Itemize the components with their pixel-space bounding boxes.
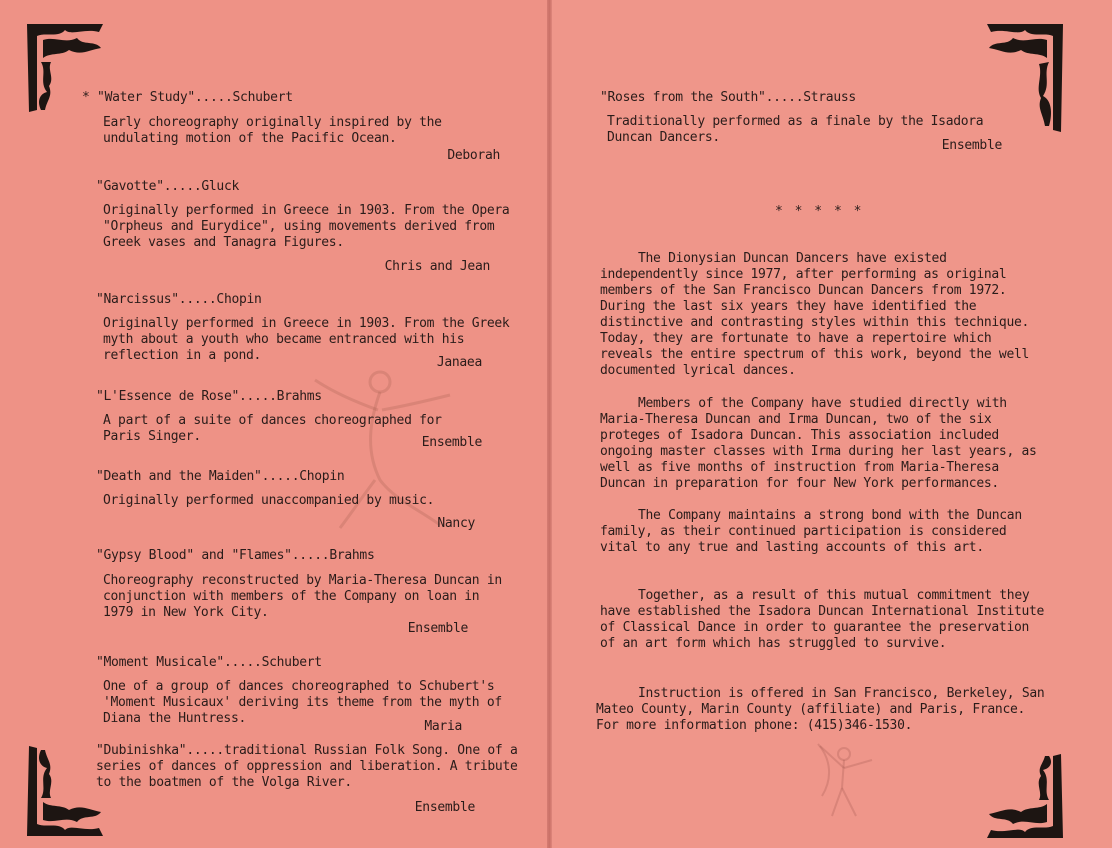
archer-figure-icon [812, 740, 882, 820]
section-divider: * * * * * [775, 204, 864, 219]
paragraph-instruction: Instruction is offered in San Francisco, Berkeley, San Mateo County, Marin County (affiliate) and Paris, France. For more information phone: (415)346-1530. [596, 686, 1045, 733]
roses-performer: Ensemble [941, 138, 1002, 153]
moment-musicale-title: "Moment Musicale".....Schubert [96, 655, 322, 670]
moment-musicale-description: One of a group of dances choreographed to Schubert's 'Moment Musicaux' deriving its theme from the myth of Diana the Huntress. [103, 679, 502, 726]
gavotte-title: "Gavotte".....Gluck [96, 179, 240, 194]
roses-description: Traditionally performed as a finale by the Isadora Duncan Dancers. [607, 114, 984, 145]
death-maiden-performer: Nancy [437, 516, 475, 531]
gypsy-blood-description: Choreography reconstructed by Maria-Theresa Duncan in conjunction with members of the Company on loan in 1979 in New York City. [103, 573, 502, 620]
dubinishka-description: "Dubinishka".....traditional Russian Folk Song. One of a series of dances of oppression and liberation. A tribute to the boatmen of the Volga River. [96, 743, 518, 790]
essence-description: A part of a suite of dances choreographed for Paris Singer. [103, 413, 442, 444]
narcissus-performer: Janaea [436, 355, 482, 370]
death-maiden-description: Originally performed unaccompanied by music. [103, 493, 435, 508]
moment-musicale-performer: Maria [424, 719, 462, 734]
corner-ornament-icon [25, 742, 105, 838]
water-study-performer: Deborah [447, 148, 500, 163]
essence-performer: Ensemble [421, 435, 482, 450]
paragraph-history: The Dionysian Duncan Dancers have existed independently since 1977, after performing as original members of the San Francisco Duncan Dancers from 1972. During the last six years they have identified the distinctive and contrasting styles within this technique. Today, they are fortunate to have a repertoire which reveals the entire spectrum of this work, beyond the well documented lyrical dances. [600, 251, 1030, 378]
center-fold [547, 0, 552, 848]
narcissus-title: "Narcissus".....Chopin [96, 292, 262, 307]
dubinishka-performer: Ensemble [414, 800, 475, 815]
water-study-description: Early choreography originally inspired by the undulating motion of the Pacific Ocean. [103, 115, 442, 146]
gavotte-description: Originally performed in Greece in 1903. From the Opera "Orpheus and Eurydice", using movements derived from Greek vases and Tanagra Figures. [103, 203, 510, 250]
gavotte-performer: Chris and Jean [384, 259, 490, 274]
narcissus-description: Originally performed in Greece in 1903. From the Greek myth about a youth who became entranced with his reflection in a pond. [103, 316, 510, 363]
corner-ornament-icon [985, 752, 1065, 840]
paragraph-duncan-family: The Company maintains a strong bond with the Duncan family, as their continued participation is considered vital to any true and lasting accounts of this art. [600, 508, 1022, 555]
paragraph-training: Members of the Company have studied directly with Maria-Theresa Duncan and Irma Duncan, two of the six proteges of Isadora Duncan. This association included ongoing master classes with Irma during her last years, as well as five months of instruction from Maria-Theresa Duncan in preparation for four New York performances. [600, 396, 1037, 491]
roses-title: "Roses from the South".....Strauss [600, 90, 856, 105]
essence-title: "L'Essence de Rose".....Brahms [96, 389, 322, 404]
death-maiden-title: "Death and the Maiden".....Chopin [96, 469, 345, 484]
gypsy-blood-title: "Gypsy Blood" and "Flames".....Brahms [96, 548, 375, 563]
gypsy-blood-performer: Ensemble [407, 621, 468, 636]
paragraph-institute: Together, as a result of this mutual commitment they have established the Isadora Duncan International Institute of Classical Dance in order to guarantee the preservation of an art form which has struggled to survive. [600, 588, 1045, 651]
water-study-title: * "Water Study".....Schubert [82, 90, 293, 105]
